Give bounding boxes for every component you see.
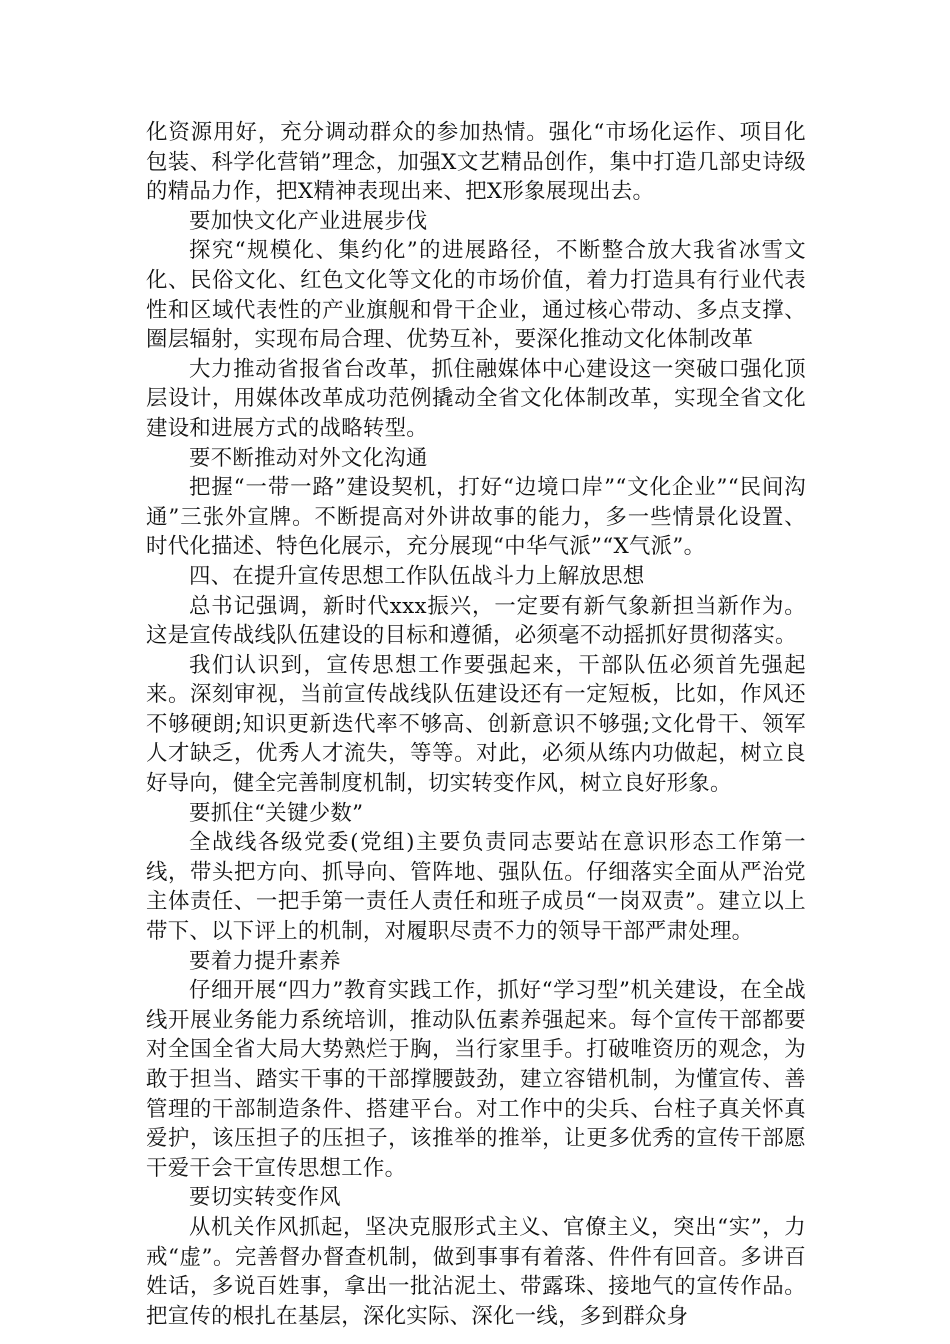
paragraph-1: 化资源用好，充分调动群众的参加热情。强化“市场化运作、项目化包装、科学化营销”理念，加强X文艺精品创作，集中打造几部史诗级的精品力作，把X精神表现出来、把X形象展现出去。 xyxy=(146,120,806,205)
paragraph-9: 我们认识到，宣传思想工作要强起来，干部队伍必须首先强起来。深刻审视，当前宣传战线队伍建设还有一定短板，比如，作风还不够硬朗;知识更新迭代率不够高、创新意识不够强;文化骨干、领军人才缺乏，优秀人才流失，等等。对此，必须从练内功做起，树立良好导向，健全完善制度机制，切实转变作风，树立良好形象。 xyxy=(146,652,806,797)
paragraph-6: 把握“一带一路”建设契机，打好“边境口岸”“文化企业”“民间沟通”三张外宣牌。不断提高对外讲故事的能力，多一些情景化设置、时代化描述、特色化展示，充分展现“中华气派”“X气派”。 xyxy=(146,475,806,560)
paragraph-3: 探究“规模化、集约化”的进展路径，不断整合放大我省冰雪文化、民俗文化、红色文化等文化的市场价值，着力打造具有行业代表性和区域代表性的产业旗舰和骨干企业，通过核心带动、多点支撑、圈层辐射，实现布局合理、优势互补，要深化推动文化体制改革 xyxy=(146,238,806,353)
paragraph-8: 总书记强调，新时代xxx振兴，一定要有新气象新担当新作为。这是宣传战线队伍建设的目标和遵循，必须毫不动摇抓好贯彻落实。 xyxy=(146,593,806,649)
section-heading-cultural-exchange: 要不断推动对外文化沟通 xyxy=(189,445,428,471)
paragraph-13: 仔细开展“四力”教育实践工作，抓好“学习型”机关建设，在全战线开展业务能力系统培训，推动队伍素养强起来。每个宣传干部都要对全国全省大局大势熟烂于胸，当行家里手。打破唯资历的观念，为敢于担当、踏实干事的干部撑腰鼓劲，建立容错机制，为懂宣传、善管理的干部制造条件、搭建平台。对工作中的尖兵、台柱子真关怀真爱护，该压担子的压担子，该推举的推举，让更多优秀的宣传干部愿干爱干会干宣传思想工作。 xyxy=(146,978,806,1181)
paragraph-4: 大力推动省报省台改革，抓住融媒体中心建设这一突破口强化顶层设计，用媒体改革成功范例撬动全省文化体制改革，实现全省文化建设和进展方式的战略转型。 xyxy=(146,356,806,441)
section-heading-change-style: 要切实转变作风 xyxy=(189,1185,341,1211)
section-heading-four: 四、在提升宣传思想工作队伍战斗力上解放思想 xyxy=(189,563,645,589)
document-page xyxy=(146,118,806,1331)
paragraph-11: 全战线各级党委(党组)主要负责同志要站在意识形态工作第一线，带头把方向、抓导向、管阵地、强队伍。仔细落实全面从严治党主体责任、一把手第一责任人责任和班子成员“一岗双责”。建立以上带下、以下评上的机制，对履职尽责不力的领导干部严肃处理。 xyxy=(146,830,806,945)
section-heading-cultural-industry: 要加快文化产业进展步伐 xyxy=(189,208,428,234)
paragraph-15: 从机关作风抓起，坚决克服形式主义、官僚主义，突出“实”，力戒“虚”。完善督办督查机制，做到事事有着落、件件有回音。多讲百姓话，多说百姓事，拿出一批沾泥土、带露珠、接地气的宣传作品。把宣传的根扎在基层，深化实际、深化一线，多到群众身 xyxy=(146,1214,806,1329)
section-heading-key-minority: 要抓住“关键少数” xyxy=(189,800,364,826)
section-heading-improve-quality: 要着力提升素养 xyxy=(189,948,341,974)
